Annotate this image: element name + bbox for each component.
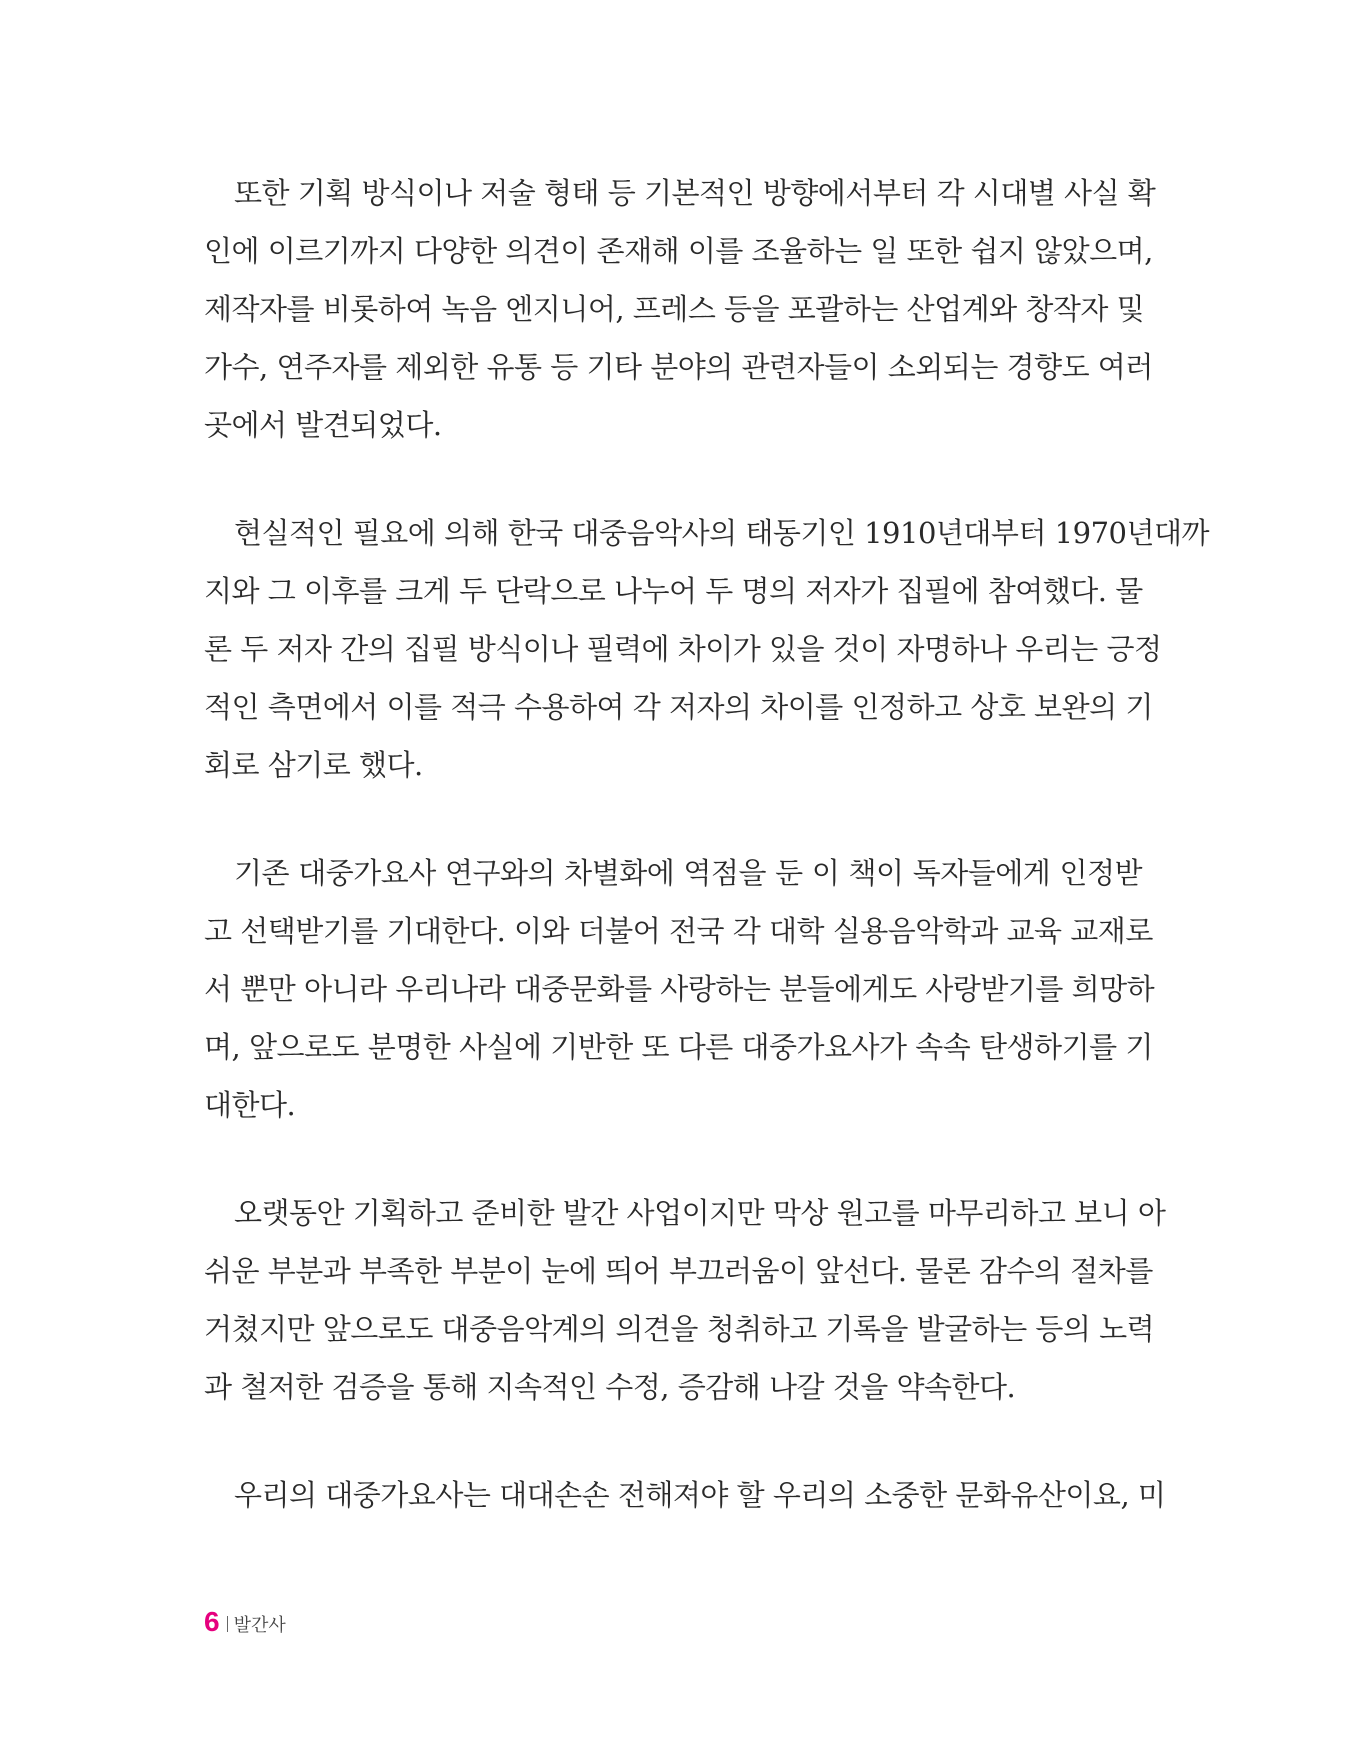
page-footer: [204, 1606, 286, 1640]
paragraph: [204, 1466, 1166, 1524]
text-line: 과 철저한 검증을 통해 지속적인 수정, 증감해 나갈 것을 약속한다.: [204, 1370, 1016, 1404]
text-line: 또한 기획 방식이나 저술 형태 등 기본적인 방향에서부터 각 시대별 사실 확: [234, 176, 1156, 210]
text-line: 회로 삼기로 했다.: [204, 748, 423, 782]
text-line: 현실적인 필요에 의해 한국 대중음악사의 태동기인 1910년대부터 1970년대까: [234, 516, 1210, 550]
text-line: 기존 대중가요사 연구와의 차별화에 역점을 둔 이 책이 독자들에게 인정받: [234, 856, 1142, 890]
paragraph: [204, 504, 1210, 794]
text-line: 고 선택받기를 기대한다. 이와 더불어 전국 각 대학 실용음악학과 교육 교재로: [204, 914, 1153, 948]
paragraph: [204, 844, 1155, 1134]
section-label: 발간사: [233, 1615, 286, 1636]
text-line: 우리의 대중가요사는 대대손손 전해져야 할 우리의 소중한 문화유산이요, 미: [234, 1478, 1166, 1512]
text-line: 지와 그 이후를 크게 두 단락으로 나누어 두 명의 저자가 집필에 참여했다. 물: [204, 574, 1143, 608]
footer-divider: [227, 1616, 228, 1632]
text-line: 가수, 연주자를 제외한 유통 등 기타 분야의 관련자들이 소외되는 경향도 여러: [204, 350, 1153, 384]
text-line: 거쳤지만 앞으로도 대중음악계의 의견을 청취하고 기록을 발굴하는 등의 노력: [204, 1312, 1155, 1346]
paragraph: [204, 1184, 1166, 1416]
text-line: 대한다.: [204, 1088, 296, 1122]
text-line: 며, 앞으로도 분명한 사실에 기반한 또 다른 대중가요사가 속속 탄생하기를 기: [204, 1030, 1153, 1064]
text-line: 서 뿐만 아니라 우리나라 대중문화를 사랑하는 분들에게도 사랑받기를 희망하: [204, 972, 1155, 1006]
text-line: 론 두 저자 간의 집필 방식이나 필력에 차이가 있을 것이 자명하나 우리는 긍정: [204, 632, 1162, 666]
text-line: 쉬운 부분과 부족한 부분이 눈에 띄어 부끄러움이 앞선다. 물론 감수의 절차를: [204, 1254, 1153, 1288]
text-line: 오랫동안 기획하고 준비한 발간 사업이지만 막상 원고를 마무리하고 보니 아: [234, 1196, 1166, 1230]
text-line: 인에 이르기까지 다양한 의견이 존재해 이를 조율하는 일 또한 쉽지 않았으며,: [204, 234, 1153, 268]
text-line: 적인 측면에서 이를 적극 수용하여 각 저자의 차이를 인정하고 상호 보완의 기: [204, 690, 1153, 724]
text-line: 제작자를 비롯하여 녹음 엔지니어, 프레스 등을 포괄하는 산업계와 창작자 및: [204, 292, 1145, 326]
page-number: 6: [204, 1606, 220, 1637]
paragraph: [204, 164, 1156, 454]
text-line: 곳에서 발견되었다.: [204, 408, 442, 442]
body-text: [204, 164, 1210, 1574]
